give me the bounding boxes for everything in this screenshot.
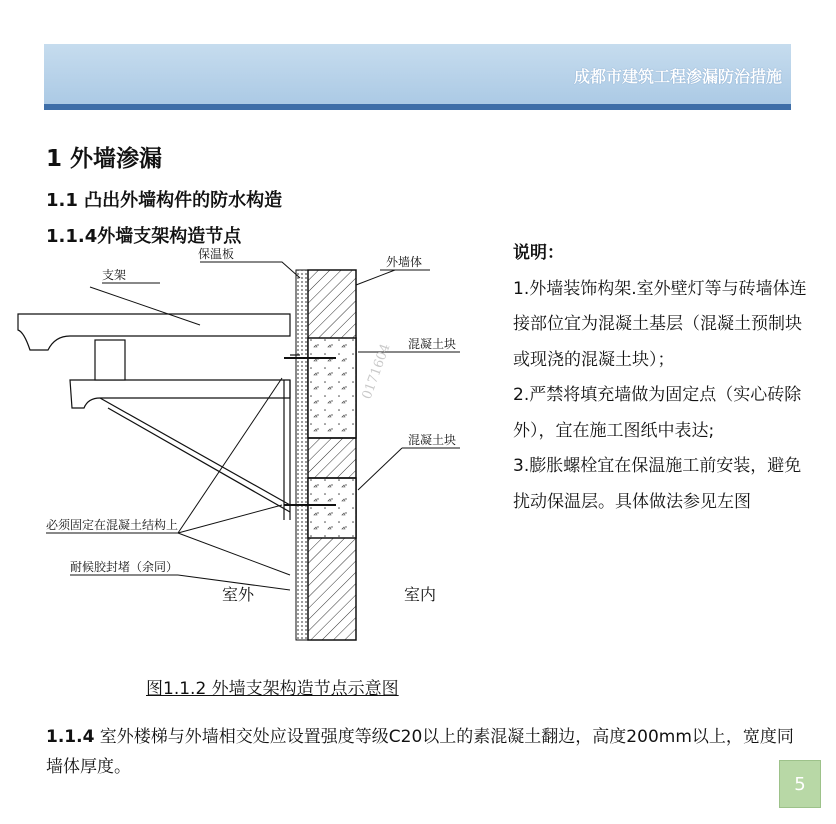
paragraph-text: 室外楼梯与外墙相交处应设置强度等级C20以上的素混凝土翻边，高度200mm以上，宽度同墙体厚度。 — [46, 727, 794, 777]
label-insulation: 保温板 — [198, 247, 235, 261]
body-paragraph — [46, 722, 806, 782]
label-concrete-block-1: 混凝土块 — [408, 337, 457, 351]
paragraph-number: 1.1.4 — [46, 727, 95, 747]
header-title: 成都市建筑工程渗漏防治措施 — [573, 67, 782, 86]
note-item: 1.外墙装饰构架.室外壁灯等与砖墙体连接部位宜为混凝土基层（混凝土预制块或现浇的混凝土块）； — [513, 278, 807, 370]
notes-title: 说明： — [513, 243, 564, 263]
label-fix-note: 必须固定在混凝土结构上 — [46, 518, 179, 532]
sub-subsection-heading: 1.1.4外墙支架构造节点 — [46, 226, 242, 247]
label-outer-wall: 外墙体 — [386, 255, 423, 269]
note-item: 2.严禁将填充墙做为固定点（实心砖除外），宜在施工图纸中表达; — [513, 385, 802, 441]
watermark: 0171604 — [359, 341, 394, 402]
section-heading: 1 外墙渗漏 — [46, 146, 163, 172]
label-bracket: 支架 — [102, 268, 127, 282]
subsection-heading: 1.1 凸出外墙构件的防水构造 — [46, 190, 283, 211]
label-sealant-note: 耐候胶封堵（余同） — [70, 560, 179, 574]
bracket — [18, 314, 336, 520]
outer-wall — [308, 270, 356, 640]
figure-caption: 图1.1.2 外墙支架构造节点示意图 — [146, 679, 399, 699]
label-indoor: 室内 — [404, 585, 437, 604]
page-number: 5 — [779, 760, 821, 808]
notes-panel — [513, 236, 818, 520]
label-outdoor: 室外 — [222, 585, 255, 604]
label-concrete-block-2: 混凝土块 — [408, 433, 457, 447]
insulation-layer — [296, 270, 308, 640]
note-item: 3.膨胀螺栓宜在保温施工前安装，避免扰动保温层。具体做法参见左图 — [513, 456, 802, 512]
